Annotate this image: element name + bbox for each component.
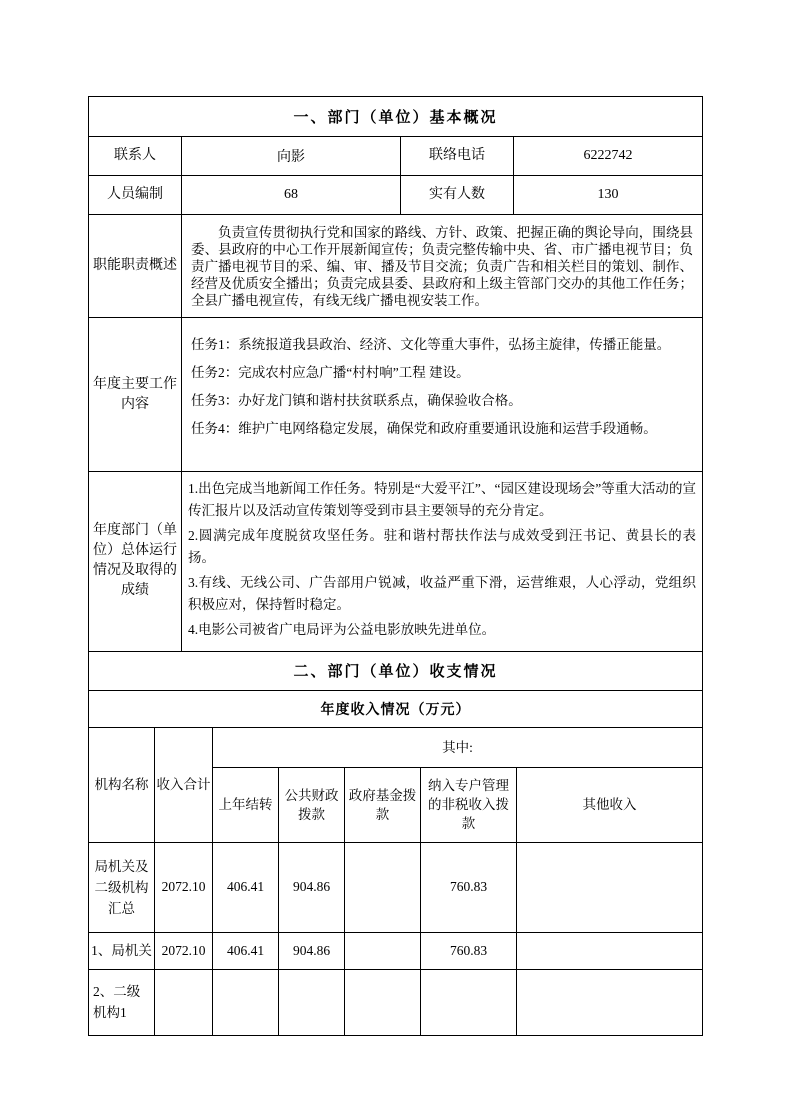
duties-label: 职能职责概述 — [89, 215, 182, 318]
contact-value: 向影 — [182, 137, 401, 176]
performance-content — [182, 472, 703, 652]
income-data-row — [89, 932, 703, 969]
section2-title: 二、部门（单位）收支情况 — [89, 651, 703, 690]
section1-title: 一、部门（单位）基本概况 — [89, 97, 703, 137]
staffing-value: 68 — [182, 176, 401, 215]
performance-label: 年度部门（单位）总体运行情况及取得的成绩 — [89, 472, 182, 652]
gov-fund-cell — [345, 932, 421, 969]
task-line: 任务4：维护广电网络稳定发展，确保党和政府重要通讯设施和运营手段通畅。 — [191, 421, 657, 436]
task-line: 任务2：完成农村应急广播“村村响”工程 建设。 — [191, 365, 470, 380]
other-income-cell — [517, 842, 703, 932]
public-finance-cell: 904.86 — [279, 932, 345, 969]
duties-row — [89, 215, 703, 318]
total-income-cell: 2072.10 — [155, 842, 213, 932]
annual-work-label: 年度主要工作内容 — [89, 318, 182, 472]
col-header-other-income: 其他收入 — [517, 767, 703, 842]
section2-title-row — [89, 651, 703, 690]
annual-work-content — [182, 318, 703, 472]
income-header-row-1 — [89, 727, 703, 767]
income-subtitle-row — [89, 690, 703, 727]
phone-value: 6222742 — [514, 137, 703, 176]
other-income-cell — [517, 932, 703, 969]
prev-year-cell: 406.41 — [213, 932, 279, 969]
headcount-label: 实有人数 — [401, 176, 514, 215]
income-data-row — [89, 969, 703, 1035]
other-income-cell — [517, 969, 703, 1035]
phone-label: 联络电话 — [401, 137, 514, 176]
annual-work-row — [89, 318, 703, 472]
org-name-cell: 局机关及二级机构汇总 — [89, 842, 155, 932]
org-name-cell: 1、局机关 — [89, 932, 155, 969]
performance-item: 1.出色完成当地新闻工作任务。特别是“大爱平江”、“园区建设现场会”等重大活动的宣传汇报片以及活动宣传策划等受到市县主要领导的充分肯定。 — [188, 481, 696, 518]
public-finance-cell — [279, 969, 345, 1035]
performance-item: 3.有线、无线公司、广告部用户锐减，收益严重下滑，运营维艰，人心浮动，党组织积极应对，保持暂时稳定。 — [188, 575, 696, 612]
description-table — [88, 214, 703, 652]
gov-fund-cell — [345, 969, 421, 1035]
col-header-gov-fund: 政府基金拨款 — [345, 767, 421, 842]
col-header-prev-year: 上年结转 — [213, 767, 279, 842]
staffing-row — [89, 176, 703, 215]
org-name-cell: 2、二级机构1 — [89, 969, 155, 1035]
special-account-cell: 760.83 — [421, 932, 517, 969]
performance-item: 4.电影公司被省广电局评为公益电影放映先进单位。 — [188, 622, 496, 637]
col-header-total-income: 收入合计 — [155, 727, 213, 842]
headcount-value: 130 — [514, 176, 703, 215]
prev-year-cell: 406.41 — [213, 842, 279, 932]
col-header-among: 其中: — [213, 727, 703, 767]
section1-title-row — [89, 97, 703, 137]
income-subtitle: 年度收入情况（万元） — [89, 690, 703, 727]
staffing-label: 人员编制 — [89, 176, 182, 215]
task-line: 任务1：系统报道我县政治、经济、文化等重大事件，弘扬主旋律，传播正能量。 — [191, 337, 671, 352]
prev-year-cell — [213, 969, 279, 1035]
total-income-cell — [155, 969, 213, 1035]
col-header-public-finance: 公共财政拨款 — [279, 767, 345, 842]
performance-item: 2.圆满完成年度脱贫攻坚任务。驻和谐村帮扶作法与成效受到汪书记、黄县长的表扬。 — [188, 528, 696, 565]
performance-row — [89, 472, 703, 652]
task-line: 任务3：办好龙门镇和谐村扶贫联系点，确保验收合格。 — [191, 393, 522, 408]
public-finance-cell: 904.86 — [279, 842, 345, 932]
total-income-cell: 2072.10 — [155, 932, 213, 969]
gov-fund-cell — [345, 842, 421, 932]
contact-label: 联系人 — [89, 137, 182, 176]
income-data-row — [89, 842, 703, 932]
special-account-cell: 760.83 — [421, 842, 517, 932]
col-header-org-name: 机构名称 — [89, 727, 155, 842]
basic-info-table — [88, 96, 703, 215]
document-page — [88, 96, 703, 1036]
section2-title-table — [88, 651, 703, 728]
duties-text: 负责宣传贯彻执行党和国家的路线、方针、政策、把握正确的舆论导向，围绕县委、县政府的中心工作开展新闻宣传；负责完整传输中央、省、市广播电视节目；负责广播电视节目的采、编、审、播及节目交流；负责广告和相关栏目的策划、制作、经营及优质安全播出；负责完成县委、县政府和上级主管部门交办的其他工作任务；全县广播电视宣传，有线无线广播电视安装工作。 — [182, 215, 703, 318]
contact-row — [89, 137, 703, 176]
income-table — [88, 727, 703, 1036]
col-header-special-account: 纳入专户管理的非税收入拨款 — [421, 767, 517, 842]
special-account-cell — [421, 969, 517, 1035]
